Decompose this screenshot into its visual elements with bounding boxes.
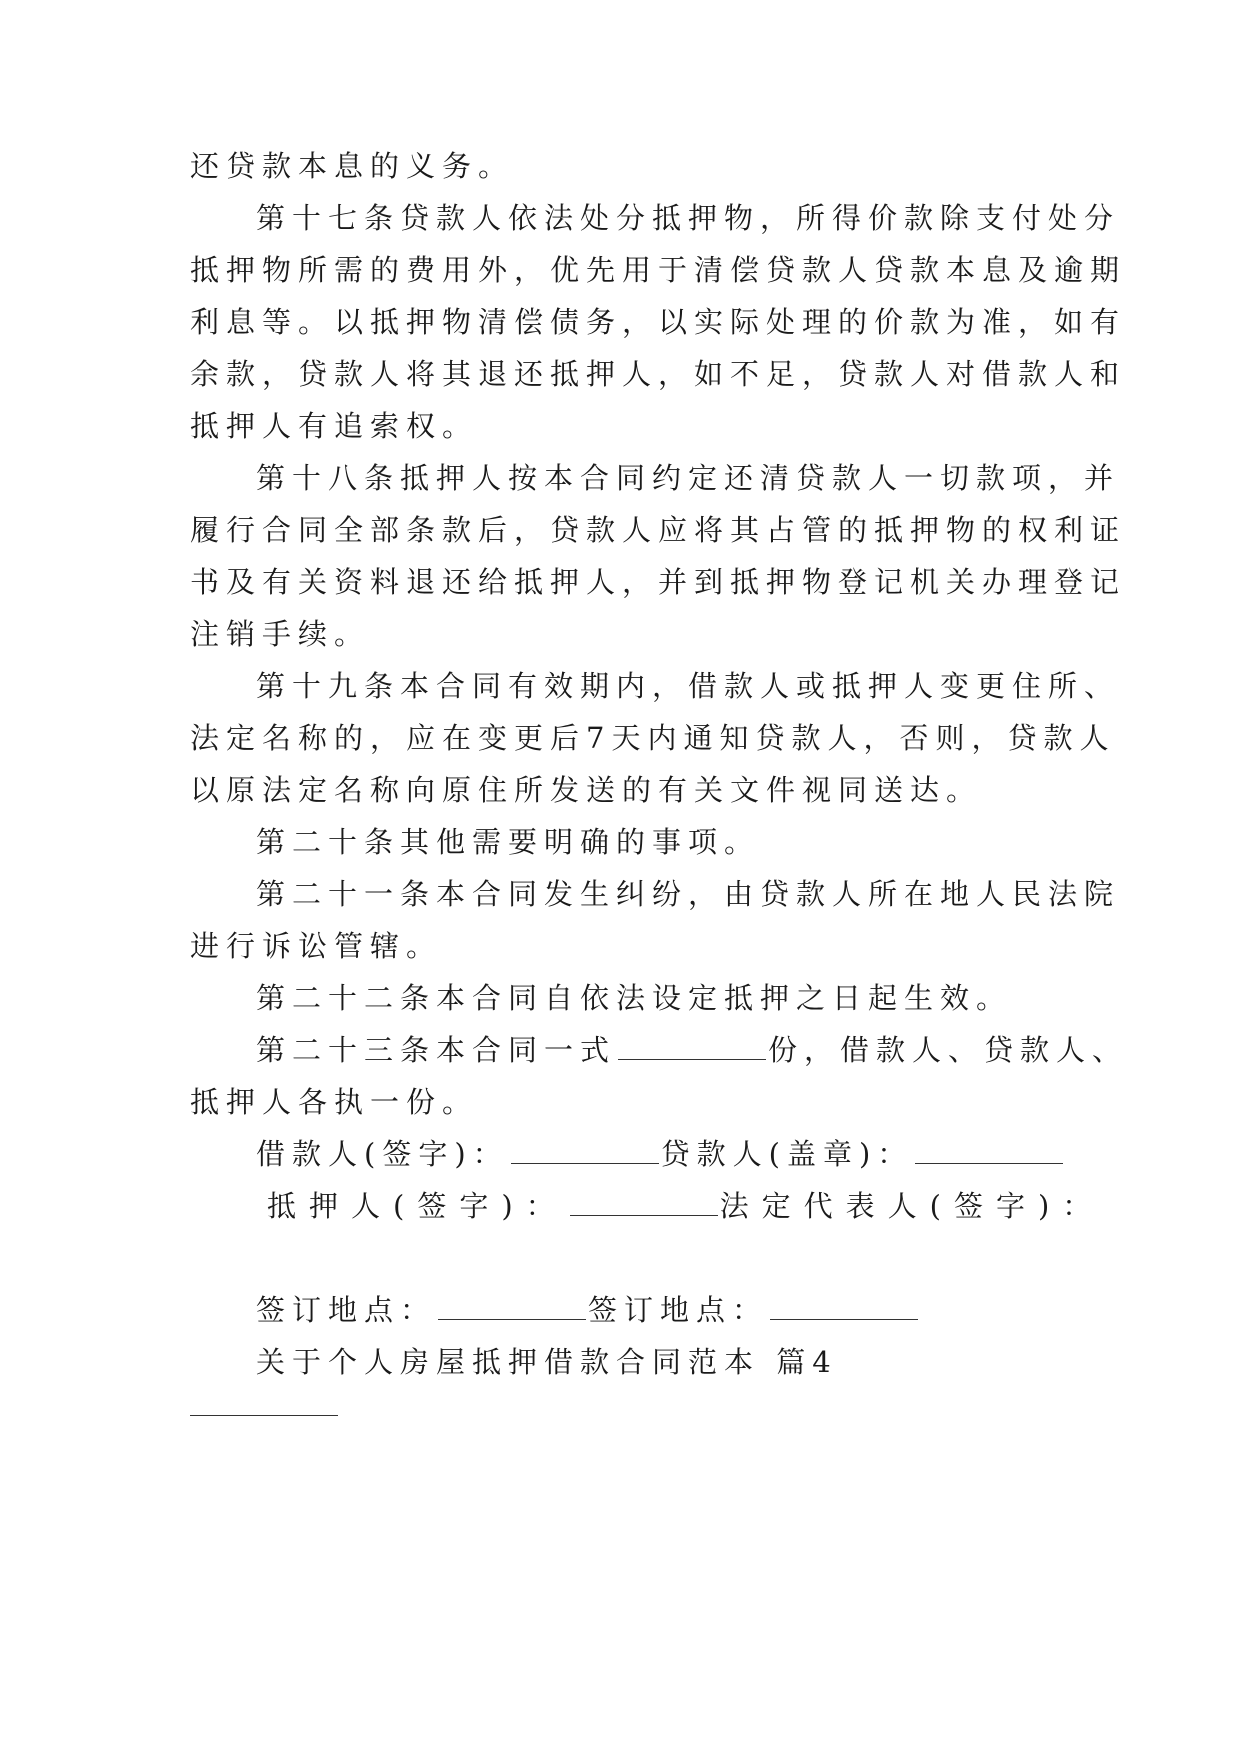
article-20: 第二十条其他需要明确的事项。	[256, 825, 761, 859]
legal-rep-sign-blank	[190, 1414, 338, 1416]
mortgagor-sign-label: 抵押人(签字)：	[267, 1189, 568, 1223]
signature-row-1	[256, 1134, 1065, 1174]
mortgagor-sign-blank	[570, 1187, 718, 1216]
borrower-sign-blank	[511, 1135, 659, 1164]
sign-place-label-2: 签订地点：	[588, 1293, 769, 1327]
sign-place-blank-2	[770, 1291, 918, 1320]
lender-seal-label: 贷款人(盖章)：	[660, 1137, 914, 1171]
article-17-line-2: 抵押物所需的费用外，优先用于清偿贷款人贷款本息及逾期	[190, 253, 1127, 287]
article-22: 第二十二条本合同自依法设定抵押之日起生效。	[256, 981, 1013, 1015]
article-18-line-2: 履行合同全部条款后，贷款人应将其占管的抵押物的权利证	[190, 513, 1127, 547]
legal-rep-sign-label: 法定代表人(签字)：	[719, 1189, 1105, 1223]
article-23-text-after: 份，借款人、贷款人、	[768, 1033, 1129, 1067]
article-18-line-3: 书及有关资料退还给抵押人，并到抵押物登记机关办理登记	[190, 565, 1127, 599]
sign-place-label-1: 签订地点：	[256, 1293, 437, 1327]
borrower-sign-label: 借款人(签字)：	[256, 1137, 509, 1171]
next-section-title: 关于个人房屋抵押借款合同范本 篇4	[256, 1345, 838, 1379]
copies-blank	[618, 1031, 766, 1060]
article-17-line-1: 第十七条贷款人依法处分抵押物，所得价款除支付处分	[256, 201, 1121, 235]
article-18-line-4: 注销手续。	[190, 617, 371, 651]
sign-place-blank-1	[438, 1291, 586, 1320]
article-21-line-2: 进行诉讼管辖。	[190, 929, 443, 963]
article-19-line-3: 以原法定名称向原住所发送的有关文件视同送达。	[190, 773, 983, 807]
article-23-line-1	[256, 1030, 1128, 1070]
article-17-line-3: 利息等。以抵押物清偿债务，以实际处理的价款为准，如有	[190, 305, 1127, 339]
article-19-line-2: 法定名称的，应在变更后7天内通知贷款人，否则，贷款人	[190, 721, 1116, 755]
article-23-text-before: 第二十三条本合同一式	[256, 1033, 617, 1067]
text-line: 还贷款本息的义务。	[190, 149, 515, 183]
signature-row-2	[267, 1186, 1104, 1226]
article-21-line-1: 第二十一条本合同发生纠纷，由贷款人所在地人民法院	[256, 877, 1121, 911]
article-23-line-2: 抵押人各执一份。	[190, 1085, 479, 1119]
article-17-line-4: 余款，贷款人将其退还抵押人，如不足，贷款人对借款人和	[190, 357, 1127, 391]
article-17-line-5: 抵押人有追索权。	[190, 409, 479, 443]
lender-seal-blank	[915, 1135, 1063, 1164]
article-18-line-1: 第十八条抵押人按本合同约定还清贷款人一切款项，并	[256, 461, 1121, 495]
signature-row-3	[256, 1290, 920, 1330]
article-19-line-1: 第十九条本合同有效期内，借款人或抵押人变更住所、	[256, 669, 1121, 703]
